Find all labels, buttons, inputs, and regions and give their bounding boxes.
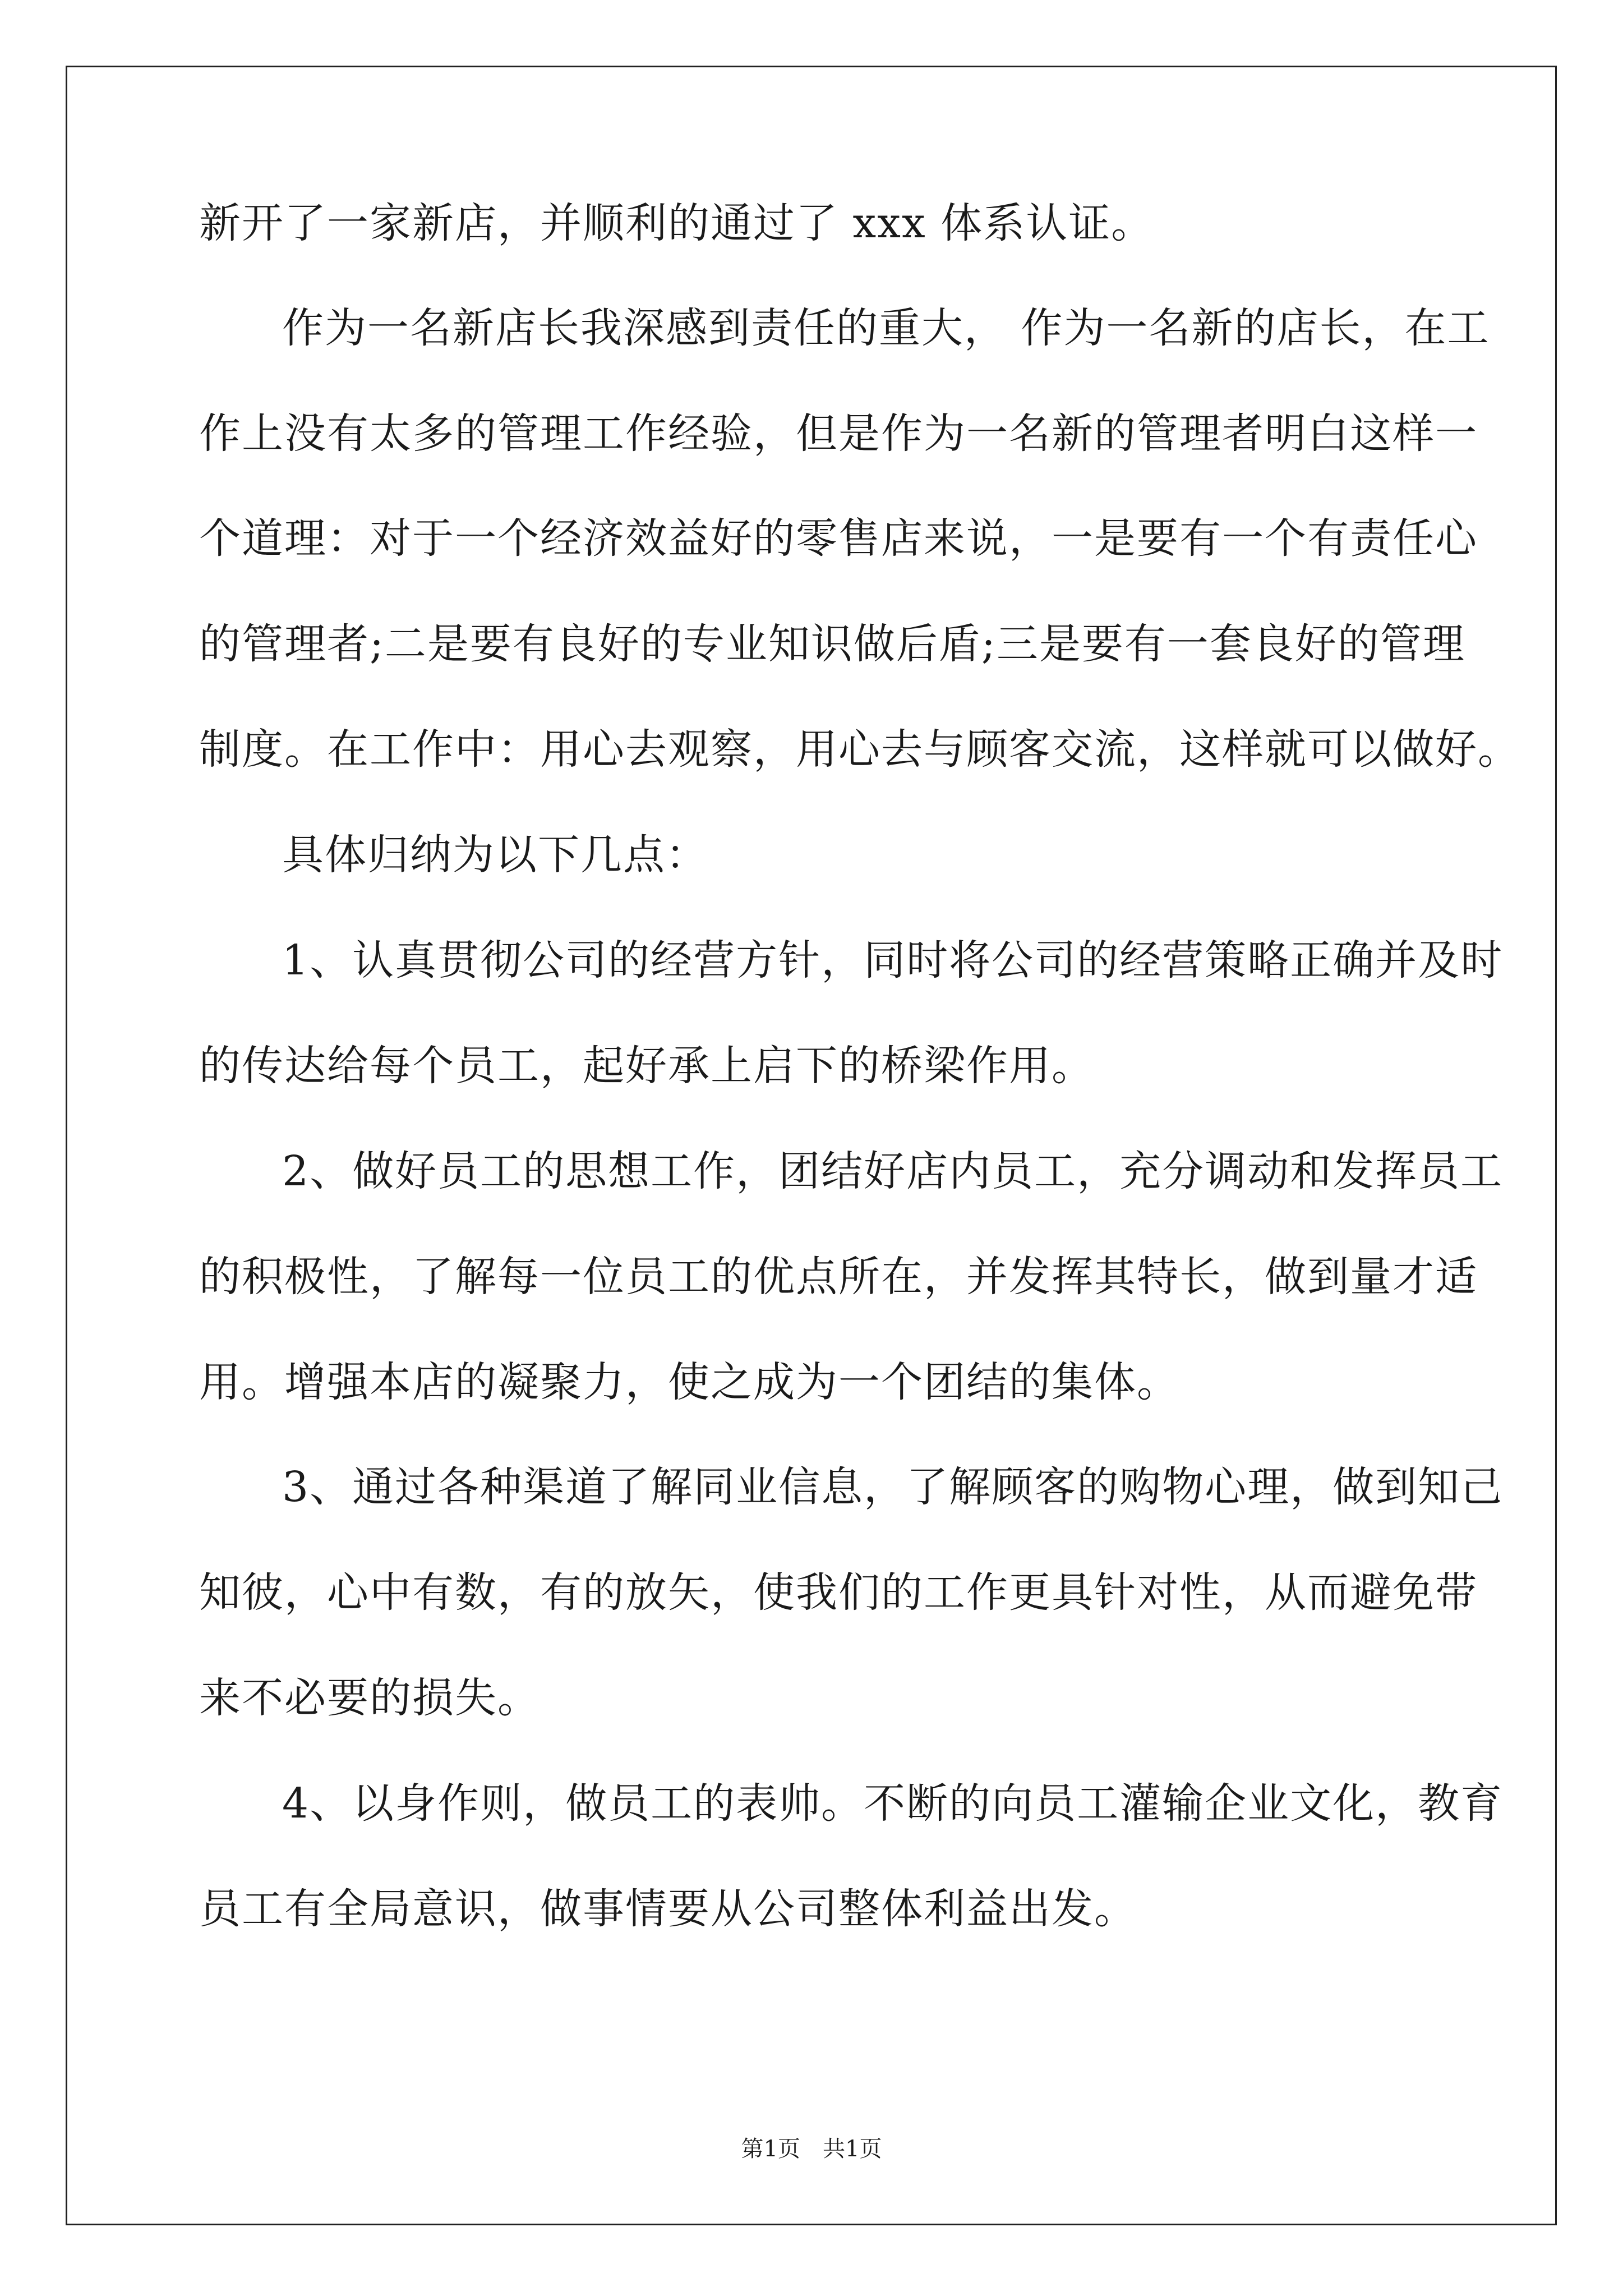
text-line: 1、认真贯彻公司的经营方针，同时将公司的经营策略正确并及时 <box>282 936 1504 984</box>
text-line: 制度。在工作中：用心去观察，用心去与顾客交流，这样就可以做好。 <box>199 725 1520 774</box>
text-line: 3、通过各种渠道了解同业信息，了解顾客的购物心理，做到知己 <box>282 1463 1504 1511</box>
text-line: 作为一名新店长我深感到责任的重大， 作为一名新的店长，在工 <box>282 304 1490 352</box>
text-line: 4、以身作则，做员工的表帅。不断的向员工灌输企业文化，教育 <box>282 1779 1504 1828</box>
text-line: 个道理：对于一个经济效益好的零售店来说，一是要有一个有责任心 <box>199 514 1478 563</box>
text-line: 的积极性，了解每一位员工的优点所在，并发挥其特长，做到量才适 <box>199 1253 1478 1301</box>
text-line: 来不必要的损失。 <box>199 1674 540 1722</box>
text-line: 具体归纳为以下几点： <box>282 831 708 879</box>
text-line: 2、做好员工的思想工作，团结好店内员工，充分调动和发挥员工 <box>282 1147 1504 1195</box>
text-line: 员工有全局意识，做事情要从公司整体利益出发。 <box>199 1885 1137 1933</box>
text-line: 的传达给每个员工，起好承上启下的桥梁作用。 <box>199 1042 1094 1090</box>
text-line: 作上没有太多的管理工作经验，但是作为一名新的管理者明白这样一 <box>199 409 1478 458</box>
text-line: 新开了一家新店，并顺利的通过了 xxx 体系认证。 <box>199 199 1154 247</box>
text-line: 知彼，心中有数，有的放矢，使我们的工作更具针对性，从而避免带 <box>199 1568 1478 1617</box>
text-line: 用。增强本店的凝聚力，使之成为一个团结的集体。 <box>199 1358 1179 1406</box>
text-line: 的管理者;二是要有良好的专业知识做后盾;三是要有一套良好的管理 <box>199 620 1465 668</box>
page-number-footer: 第1页 共1页 <box>741 2136 882 2162</box>
